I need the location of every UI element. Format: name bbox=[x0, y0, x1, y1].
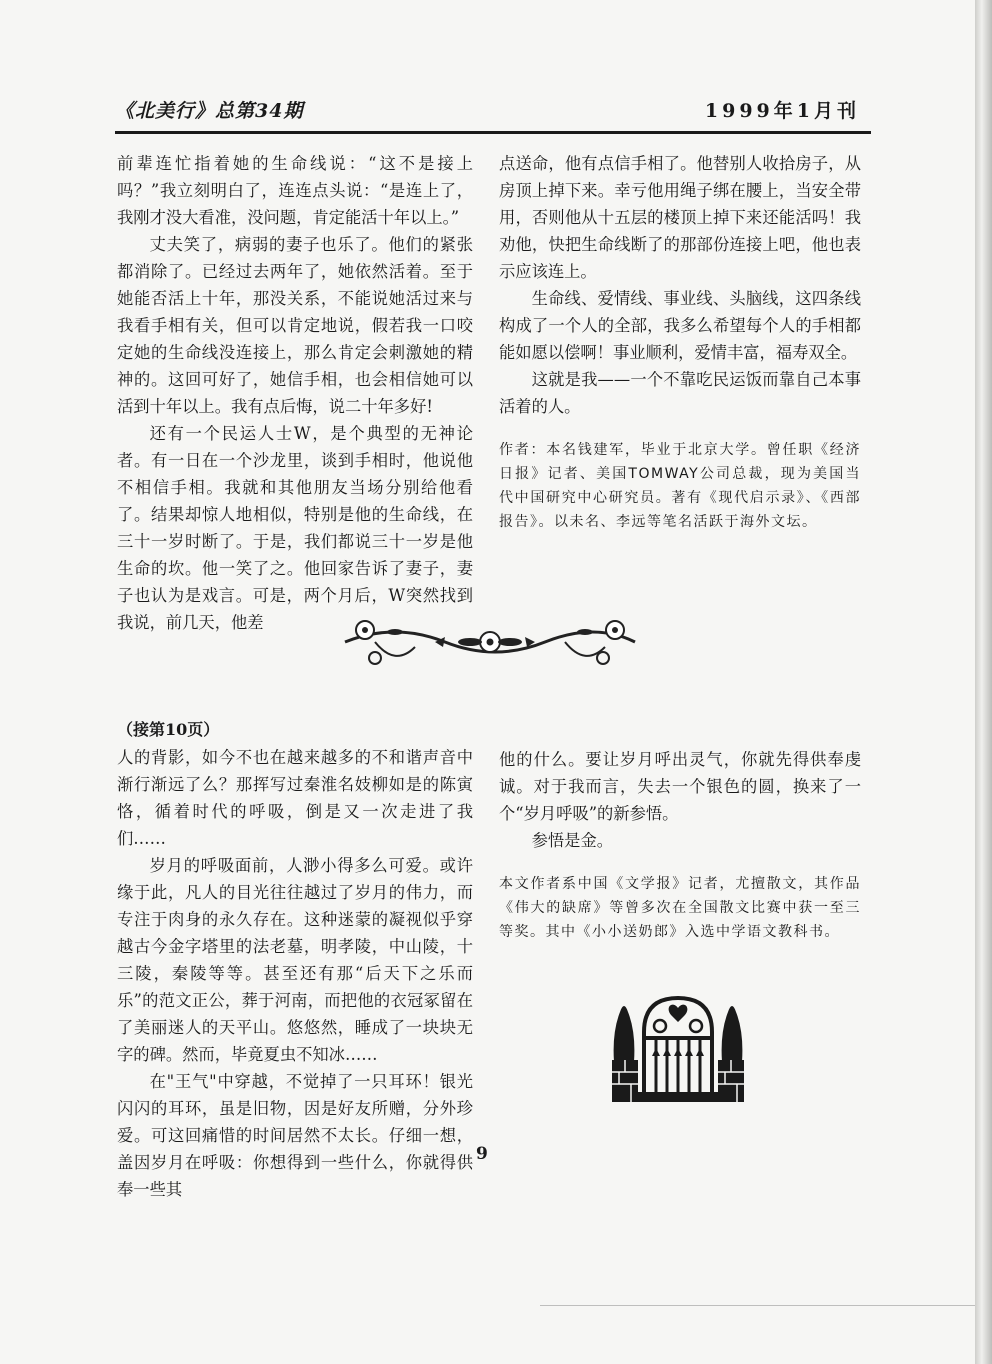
header-divider bbox=[115, 131, 871, 134]
article2-column-left bbox=[117, 718, 473, 1203]
page-header bbox=[115, 96, 870, 126]
paragraph: 这就是我——一个不靠吃民运饭而靠自己本事活着的人。 bbox=[499, 370, 861, 416]
paragraph: 人的背影，如今不也在越来越多的不和谐声音中渐行渐远了么？那挥写过秦淮名妓柳如是的陈寅恪，循着时代的呼吸，倒是又一次走进了我们…… bbox=[117, 748, 473, 848]
article2-column-right bbox=[499, 746, 861, 944]
binding-shadow bbox=[975, 0, 992, 1364]
paragraph: 他的什么。要让岁月呼出灵气，你就先得供奉虔诚。对于我而言，失去一个银色的圆，换来了一个“岁月呼吸”的新参悟。 bbox=[499, 750, 861, 823]
paragraph: 丈夫笑了，病弱的妻子也乐了。他们的紧张都消除了。已经过去两年了，她依然活着。至于她能否活上十年，那没关系，不能说她活过来与我看手相有关，但可以肯定地说，假若我一口咬定她的生命线没连接上，那么肯定会刺激她的精神的。这回可好了，她信手相，也会相信她可以活到十年以上。我有点后悔，说二十年多好! bbox=[117, 235, 473, 416]
paragraph: 参悟是金。 bbox=[531, 831, 614, 850]
garden-gate-icon bbox=[610, 992, 746, 1102]
issue-date: 1999年1月刊 bbox=[704, 100, 860, 122]
floral-divider-icon bbox=[335, 612, 645, 672]
paragraph: 还有一个民运人士W，是个典型的无神论者。有一日在一个沙龙里，谈到手相时，他说他不相信手相。我就和其他朋友当场分别给他看了。结果却惊人地相似，特别是他的生命线，在三十一岁时断了。于是，我们都说三十一岁是他生命的坎。他一笑了之。他回家告诉了妻子，妻子也认为是戏言。可是，两个月后，W突然找到我说，前几天，他差 bbox=[117, 424, 473, 632]
page-edge bbox=[540, 1305, 990, 1326]
author-note: 本文作者系中国《文学报》记者，尤擅散文，其作品《伟大的缺席》等曾多次在全国散文比赛中获一至三等奖。其中《小小送奶郎》入选中学语文教科书。 bbox=[499, 876, 861, 940]
paragraph: 前辈连忙指着她的生命线说：“这不是接上吗？”我立刻明白了，连连点头说：“是连上了，我刚才没大看准，没问题，肯定能活十年以上。” bbox=[117, 154, 473, 227]
paragraph: 岁月的呼吸面前，人渺小得多么可爱。或许缘于此，凡人的目光往往越过了岁月的伟力，而专注于肉身的永久存在。这种迷蒙的凝视似乎穿越古今金字塔里的法老墓，明孝陵，中山陵，十三陵，秦陵等等。甚至还有那“后天下之乐而乐”的范文正公，葬于河南，而把他的衣冠冢留在了美丽迷人的天平山。悠悠然，睡成了一块块无字的碑。然而，毕竟夏虫不知冰…… bbox=[117, 856, 473, 1064]
paragraph: 点送命，他有点信手相了。他替别人收拾房子，从房顶上掉下来。幸亏他用绳子绑在腰上，当安全带用，否则他从十五层的楼顶上掉下来还能活吗！我劝他，快把生命线断了的那部份连接上吧，他也表示应该连上。 bbox=[499, 154, 861, 281]
author-note: 作者：本名钱建军，毕业于北京大学。曾任职《经济日报》记者、美国TOMWAY公司总裁，现为美国当代中国研究中心研究员。著有《现代启示录》、《西部报告》。以未名、李远等笔名活跃于海外文坛。 bbox=[499, 442, 861, 530]
continued-from-label: （接第10页） bbox=[117, 720, 220, 739]
paragraph: 在"王气"中穿越，不觉掉了一只耳环！银光闪闪的耳环，虽是旧物，因是好友所赠，分外珍爱。可这回痛惜的时间居然不太长。仔细一想，盖因岁月在呼吸：你想得到一些什么，你就得供奉一些其 bbox=[117, 1072, 473, 1199]
article1-column-right bbox=[499, 150, 861, 534]
article1-column-left bbox=[117, 150, 473, 636]
publication-title: 《北美行》总第34期 bbox=[115, 100, 304, 122]
page-number: 9 bbox=[476, 1144, 488, 1164]
paragraph: 生命线、爱情线、事业线、头脑线，这四条线构成了一个人的全部，我多么希望每个人的手相都能如愿以偿啊！事业顺利，爱情丰富，福寿双全。 bbox=[499, 289, 861, 362]
